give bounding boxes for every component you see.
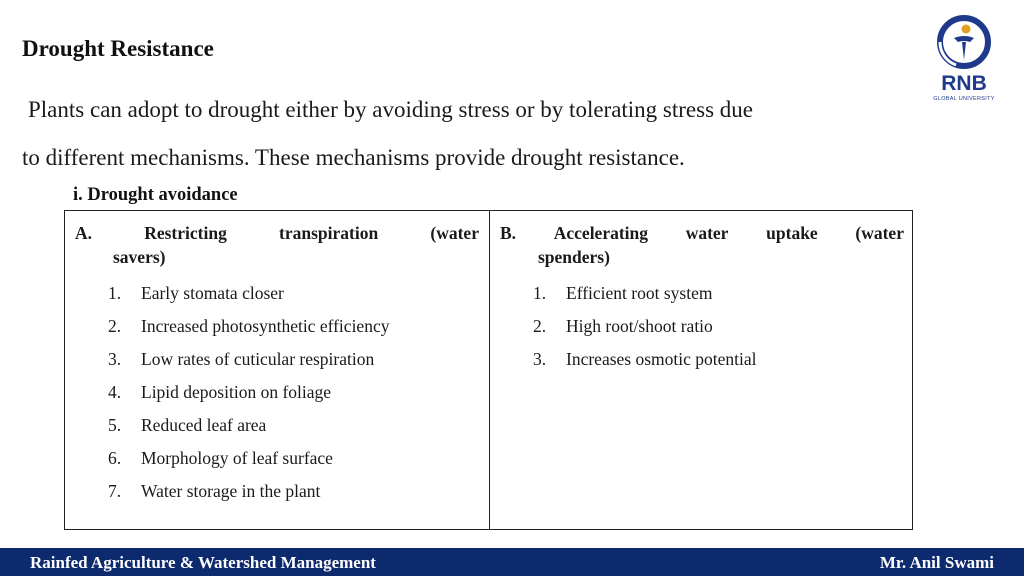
water-spenders-column <box>490 211 912 529</box>
slide-title: Drought Resistance <box>22 36 214 61</box>
item-text: Morphology of leaf surface <box>141 448 333 468</box>
list-item <box>533 343 757 376</box>
heading-line-2: spenders) <box>538 247 610 267</box>
heading-word: transpiration <box>279 223 379 243</box>
item-number: 1. <box>533 283 547 303</box>
item-text: High root/shoot ratio <box>566 316 713 336</box>
logo-subtext: GLOBAL UNIVERSITY <box>933 96 995 102</box>
paragraph-line-2: to different mechanisms. These mechanisms provide drought resistance. <box>22 145 685 170</box>
list-item <box>108 475 389 508</box>
item-text: Increases osmotic potential <box>566 349 757 369</box>
heading-word: water <box>685 223 729 243</box>
presenter-name: Mr. Anil Swami <box>879 553 994 572</box>
heading-word: (water <box>430 223 479 243</box>
heading-word: (water <box>855 223 904 243</box>
item-number: 3. <box>533 349 547 369</box>
item-number: 4. <box>108 382 122 402</box>
section-heading: i. Drought avoidance <box>73 185 238 205</box>
item-text: Lipid deposition on foliage <box>141 382 332 402</box>
list-item <box>108 409 389 442</box>
item-number: 5. <box>108 415 122 435</box>
list-item <box>108 343 389 376</box>
item-number: 3. <box>108 349 122 369</box>
heading-word: B. <box>500 223 517 243</box>
item-text: Low rates of cuticular respiration <box>141 349 375 369</box>
logo-text: RNB <box>941 72 987 95</box>
footer-bar <box>0 548 1024 576</box>
mechanisms-table <box>64 210 913 530</box>
water-savers-column <box>65 211 490 529</box>
item-number: 6. <box>108 448 122 468</box>
list-item <box>533 310 757 343</box>
column-b-heading <box>500 221 904 269</box>
paragraph-line-1: Plants can adopt to drought either by avoiding stress or by tolerating stress due <box>28 97 754 122</box>
water-savers-list <box>108 277 389 508</box>
heading-word: Accelerating <box>553 223 649 243</box>
university-logo <box>926 12 1002 104</box>
heading-word: uptake <box>766 223 818 243</box>
intro-paragraph <box>22 86 922 182</box>
item-text: Increased photosynthetic efficiency <box>141 316 390 336</box>
list-item <box>108 442 389 475</box>
item-text: Early stomata closer <box>141 283 284 303</box>
item-text: Water storage in the plant <box>141 481 321 501</box>
list-item <box>108 277 389 310</box>
heading-word: A. <box>75 223 93 243</box>
item-number: 2. <box>108 316 122 336</box>
item-text: Reduced leaf area <box>141 415 267 435</box>
water-spenders-list <box>533 277 757 376</box>
item-number: 2. <box>533 316 547 336</box>
column-a-heading <box>75 221 479 269</box>
course-name: Rainfed Agriculture & Watershed Management <box>30 553 376 572</box>
list-item <box>533 277 757 310</box>
logo-emblem-icon <box>926 12 1002 74</box>
item-text: Efficient root system <box>566 283 713 303</box>
item-number: 1. <box>108 283 122 303</box>
list-item <box>108 376 389 409</box>
item-number: 7. <box>108 481 122 501</box>
heading-line-2: savers) <box>113 247 166 267</box>
list-item <box>108 310 389 343</box>
heading-word: Restricting <box>144 223 227 243</box>
